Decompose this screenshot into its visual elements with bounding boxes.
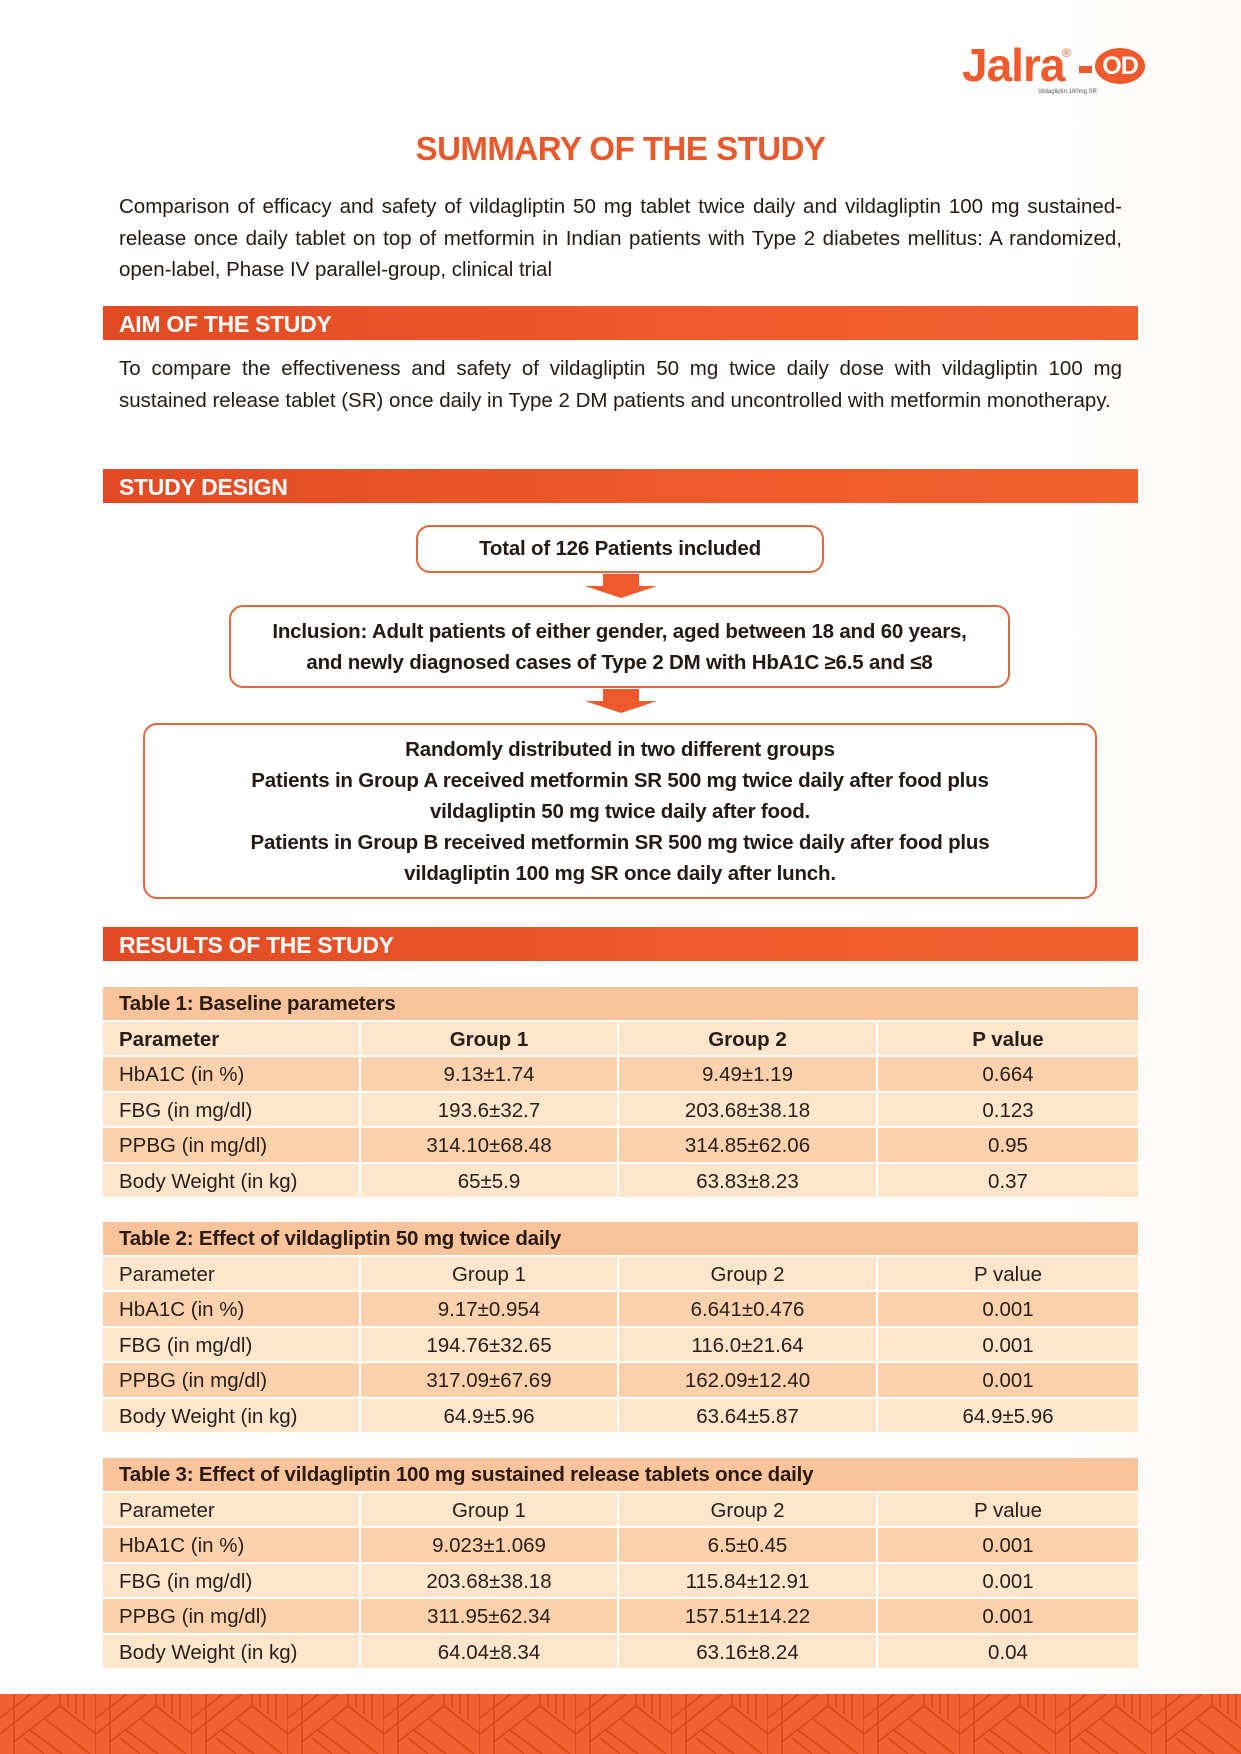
- table-cell: 9.17±0.954: [361, 1290, 619, 1325]
- table-cell: 65±5.9: [361, 1162, 619, 1197]
- column-header: Group 2: [619, 1491, 878, 1526]
- table-cell: 314.10±68.48: [361, 1126, 619, 1161]
- table-row: [103, 1361, 1138, 1396]
- registered-mark: ®: [1062, 46, 1071, 60]
- section-heading-design: STUDY DESIGN: [103, 469, 1138, 503]
- column-header: Parameter: [103, 1020, 361, 1055]
- table-row: [103, 1562, 1138, 1597]
- flow-step-text: Patients in Group A received metformin SR 500 mg twice daily after food plus: [251, 769, 989, 792]
- table-header-row: [103, 1020, 1138, 1055]
- column-header: Parameter: [103, 1491, 361, 1526]
- table-cell: FBG (in mg/dl): [103, 1562, 361, 1597]
- column-header: Group 2: [619, 1255, 878, 1290]
- flow-step-inclusion: [229, 605, 1010, 688]
- table-cell: 116.0±21.64: [619, 1326, 878, 1361]
- page-title: SUMMARY OF THE STUDY: [415, 130, 826, 167]
- table-row: [103, 1633, 1138, 1668]
- brand-logo: [962, 39, 1187, 100]
- table-header-row: [103, 1491, 1138, 1526]
- footer-pattern: [0, 1694, 1241, 1754]
- table-vildagliptin-50mg: [103, 1222, 1138, 1432]
- table-caption: Table 1: Baseline parameters: [103, 987, 1138, 1020]
- table-cell: 203.68±38.18: [361, 1562, 619, 1597]
- table-cell: 0.664: [878, 1055, 1138, 1090]
- section-heading-results: RESULTS OF THE STUDY: [103, 927, 1138, 961]
- table-cell: 9.13±1.74: [361, 1055, 619, 1090]
- flow-step-text: Patients in Group B received metformin SR 500 mg twice daily after food plus: [250, 831, 990, 854]
- table-cell: 63.16±8.24: [619, 1633, 878, 1668]
- table-caption: Table 3: Effect of vildagliptin 100 mg sustained release tablets once daily: [103, 1458, 1138, 1491]
- table-cell: 0.001: [878, 1562, 1138, 1597]
- brand-name: Jalra: [962, 39, 1065, 91]
- table-cell: 317.09±67.69: [361, 1361, 619, 1396]
- flow-step-text: Total of 126 Patients included: [479, 537, 761, 560]
- table-cell: 193.6±32.7: [361, 1091, 619, 1126]
- table-row: [103, 1597, 1138, 1632]
- table-cell: 311.95±62.34: [361, 1597, 619, 1632]
- table-header-row: [103, 1255, 1138, 1290]
- brand-suffix-badge: OD: [1095, 48, 1145, 84]
- column-header: Group 2: [619, 1020, 878, 1055]
- table-cell: 9.49±1.19: [619, 1055, 878, 1090]
- table-cell: 0.001: [878, 1361, 1138, 1396]
- table-cell: Body Weight (in kg): [103, 1397, 361, 1432]
- flow-step-text: vildagliptin 100 mg SR once daily after lunch.: [404, 862, 836, 885]
- table-row: [103, 1326, 1138, 1361]
- section-heading-aim: AIM OF THE STUDY: [103, 306, 1138, 340]
- column-header: Parameter: [103, 1255, 361, 1290]
- table-row: [103, 1526, 1138, 1561]
- table-row: [103, 1091, 1138, 1126]
- flow-step-text: vildagliptin 50 mg twice daily after food.: [429, 800, 811, 823]
- table-cell: 9.023±1.069: [361, 1526, 619, 1561]
- table-cell: 64.04±8.34: [361, 1633, 619, 1668]
- table-cell: 115.84±12.91: [619, 1562, 878, 1597]
- column-header: P value: [878, 1255, 1138, 1290]
- flow-step-total-patients: [416, 525, 824, 573]
- table-cell: 162.09±12.40: [619, 1361, 878, 1396]
- table-baseline-parameters: [103, 987, 1138, 1197]
- table-caption: Table 2: Effect of vildagliptin 50 mg twice daily: [103, 1222, 1138, 1255]
- table-cell: HbA1C (in %): [103, 1526, 361, 1561]
- table-cell: 64.9±5.96: [361, 1397, 619, 1432]
- column-header: Group 1: [361, 1020, 619, 1055]
- column-header: P value: [878, 1020, 1138, 1055]
- table-cell: 0.95: [878, 1126, 1138, 1161]
- column-header: P value: [878, 1491, 1138, 1526]
- table-row: [103, 1055, 1138, 1090]
- flow-step-randomization: [143, 723, 1097, 899]
- table-cell: 0.001: [878, 1597, 1138, 1632]
- table-cell: 64.9±5.96: [878, 1397, 1138, 1432]
- flow-step-text: and newly diagnosed cases of Type 2 DM with HbA1C ≥6.5 and ≤8: [306, 651, 933, 674]
- table-cell: 6.641±0.476: [619, 1290, 878, 1325]
- table-cell: PPBG (in mg/dl): [103, 1126, 361, 1161]
- table-cell: 6.5±0.45: [619, 1526, 878, 1561]
- intro-paragraph: Comparison of efficacy and safety of vildagliptin 50 mg tablet twice daily and vildagliptin 100 mg sustained-release once daily tablet on top of metformin in Indian patients with Type 2 diabetes mellitus: A randomized, open-label, Phase IV parallel-group, clinical trial: [119, 195, 1122, 281]
- table-cell: 0.123: [878, 1091, 1138, 1126]
- table-cell: 203.68±38.18: [619, 1091, 878, 1126]
- table-cell: 0.001: [878, 1526, 1138, 1561]
- table-vildagliptin-100mg-sr: [103, 1458, 1138, 1668]
- table-cell: 63.64±5.87: [619, 1397, 878, 1432]
- table-cell: FBG (in mg/dl): [103, 1091, 361, 1126]
- table-cell: 0.04: [878, 1633, 1138, 1668]
- table-cell: 0.37: [878, 1162, 1138, 1197]
- table-cell: 314.85±62.06: [619, 1126, 878, 1161]
- table-cell: 0.001: [878, 1290, 1138, 1325]
- table-cell: PPBG (in mg/dl): [103, 1597, 361, 1632]
- down-arrow-icon: [585, 574, 657, 600]
- table-row: [103, 1290, 1138, 1325]
- flow-step-text: Randomly distributed in two different groups: [405, 738, 835, 761]
- table-cell: Body Weight (in kg): [103, 1162, 361, 1197]
- table-cell: PPBG (in mg/dl): [103, 1361, 361, 1396]
- table-cell: FBG (in mg/dl): [103, 1326, 361, 1361]
- table-cell: Body Weight (in kg): [103, 1633, 361, 1668]
- brand-subtitle: Vildagliptin 100mg SR: [1038, 89, 1097, 95]
- down-arrow-icon: [585, 689, 657, 715]
- brand-dash: [1079, 66, 1092, 73]
- table-row: [103, 1397, 1138, 1432]
- herringbone-pattern-icon: [0, 1694, 1241, 1754]
- table-cell: 0.001: [878, 1326, 1138, 1361]
- table-row: [103, 1126, 1138, 1161]
- aim-paragraph: To compare the effectiveness and safety of vildagliptin 50 mg twice daily dose with vildagliptin 100 mg sustained release tablet (SR) once daily in Type 2 DM patients and uncontrolled with metformin monotherapy.: [119, 357, 1122, 412]
- table-cell: 194.76±32.65: [361, 1326, 619, 1361]
- table-cell: 63.83±8.23: [619, 1162, 878, 1197]
- flow-step-text: Inclusion: Adult patients of either gender, aged between 18 and 60 years,: [272, 620, 967, 643]
- table-row: [103, 1162, 1138, 1197]
- table-cell: HbA1C (in %): [103, 1055, 361, 1090]
- column-header: Group 1: [361, 1255, 619, 1290]
- column-header: Group 1: [361, 1491, 619, 1526]
- table-cell: 157.51±14.22: [619, 1597, 878, 1632]
- table-cell: HbA1C (in %): [103, 1290, 361, 1325]
